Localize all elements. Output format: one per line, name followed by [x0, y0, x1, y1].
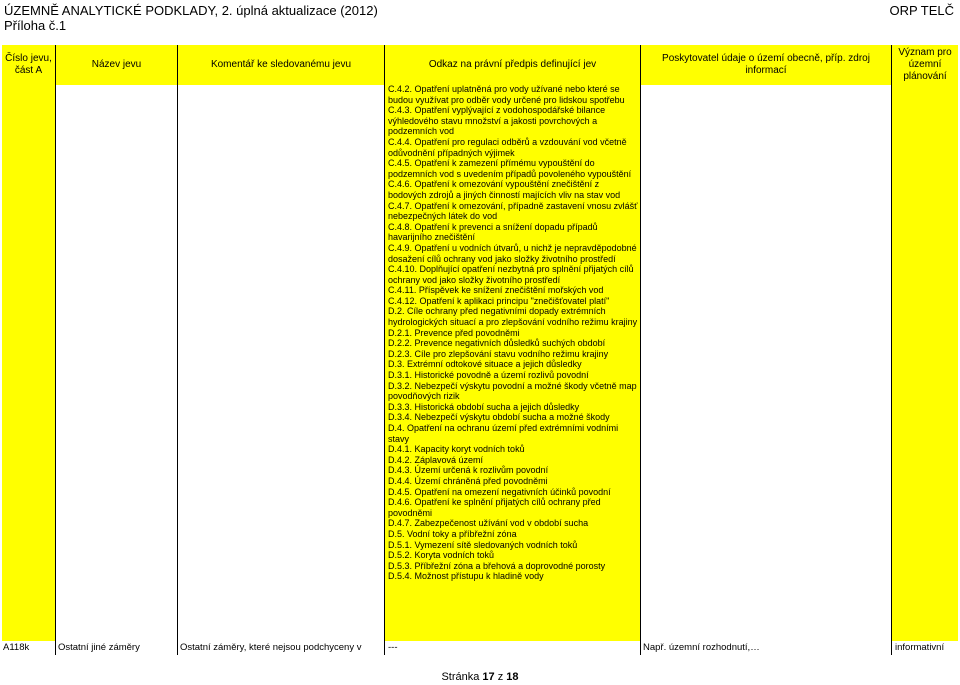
list-item: D.2.3. Cíle pro zlepšování stavu vodního režimu krajiny [388, 348, 609, 359]
list-item: D.3.1. Historické povodně a území rozlivů povodní [388, 370, 589, 381]
column-divider [177, 45, 178, 655]
list-item: D.4.7. Zabezpečenost užívání vod v období sucha [388, 518, 589, 529]
list-item: D.3.3. Historická období sucha a jejich důsledky [388, 401, 580, 412]
pager-label: Stránka [441, 671, 480, 683]
list-item: D.3.2. Nebezpečí výskytu povodní a možné škody včetně map povodňových rizik [388, 380, 637, 402]
row-poskytovatel: Např. územní rozhodnutí,… [643, 642, 760, 653]
document-subtitle: Příloha č.1 [4, 18, 67, 33]
page-number [0, 671, 960, 683]
list-item: D.5.2. Koryta vodních toků [388, 550, 495, 561]
list-item: D.4.4. Území chráněná před povodněmi [388, 475, 548, 486]
column-divider [384, 45, 385, 655]
table-row [0, 641, 960, 655]
list-item: C.4.7. Opatření k omezování, případně zastavení vnosu zvlášť nebezpečných látek do vod [388, 200, 638, 222]
list-item: D.4.6. Opatření ke splnění přijatých cílů ochrany před povodněmi [388, 497, 601, 518]
list-item: C.4.2. Opatření uplatněná pro vody užívané nebo které se budou využívat pro odběr vody určené pro lidskou spotřebu [388, 84, 625, 105]
list-item: D.2. Cíle ochrany před negativními dopady extrémních hydrologických situací a pro zlepšování vodního režimu krajiny [388, 306, 638, 328]
col-header-poskytovatel: Poskytovatel údaje o území obecně, příp. zdroj informací [641, 45, 891, 85]
col-header-odkaz: Odkaz na právní předpis definující jev [385, 45, 640, 85]
list-item: D.2.2. Prevence negativních důsledků suchých období [388, 338, 606, 349]
col-header-vyznam: Význam pro územní plánování [892, 45, 958, 85]
col-header-cislo: Číslo jevu, část A [2, 45, 55, 85]
column-divider [891, 45, 892, 655]
column-divider [640, 45, 641, 655]
list-item: D.3.4. Nebezpečí výskytu období sucha a možné škody [388, 412, 610, 423]
document-header [4, 3, 378, 33]
pager-total: 18 [506, 671, 519, 683]
list-item: C.4.8. Opatření k prevenci a snížení dopadu případů havarijního znečištění [388, 221, 598, 243]
row-vyznam: informativní [895, 642, 945, 653]
column-divider [55, 45, 56, 655]
list-item: C.4.12. Opatření k aplikaci principu "znečišťovatel platí" [388, 295, 610, 306]
list-item: D.5.4. Možnost přístupu k hladině vody [388, 571, 544, 582]
list-item: D.4.1. Kapacity koryt vodních toků [388, 444, 525, 455]
pager-sep: z [497, 671, 504, 683]
list-item: C.4.5. Opatření k zamezení přímému vypouštění do podzemních vod s uvedením případů povoleného vypouštění [388, 158, 632, 179]
measures-list [388, 84, 638, 582]
list-item: D.5.3. Příbřežní zóna a břehová a doprovodné porosty [388, 560, 606, 571]
pager-current: 17 [482, 671, 495, 683]
list-item: D.4. Opatření na ochranu území před extrémními vodními stavy [388, 423, 619, 444]
list-item: C.4.10. Doplňující opatření nezbytná pro splnění přijatých cílů ochrany vod jako složky životního prostředí [388, 264, 634, 285]
list-item: C.4.9. Opatření u vodních útvarů, u nichž je nepravděpodobné dosažení cílů ochrany vod jako složky životního prostředí [388, 242, 637, 264]
row-nazev: Ostatní jiné záměry [58, 642, 140, 653]
document-title: ÚZEMNĚ ANALYTICKÉ PODKLADY, 2. úplná aktualizace (2012) [4, 3, 378, 18]
list-item: D.4.2. Záplavová území [388, 454, 484, 465]
row-cislo: A118k [3, 642, 30, 653]
cislo-column-fill [2, 85, 55, 641]
orp-label: ORP TELČ [889, 3, 954, 18]
list-item: C.4.4. Opatření pro regulaci odběrů a vzdouvání vod včetně odůvodnění případných výjimek [388, 136, 627, 158]
col-header-komentar: Komentář ke sledovanému jevu [178, 45, 384, 85]
row-odkaz: --- [388, 642, 398, 653]
list-item: D.5. Vodní toky a příbřežní zóna [388, 528, 517, 539]
list-item: C.4.6. Opatření k omezování vypouštění znečištění z bodových zdrojů a jiných činností majících vliv na stav vod [388, 179, 621, 200]
vyznam-column-fill [892, 85, 958, 641]
list-item: D.3. Extrémní odtokové situace a jejich důsledky [388, 359, 582, 370]
col-header-nazev: Název jevu [56, 45, 177, 85]
row-komentar: Ostatní záměry, které nejsou podchyceny v [180, 642, 362, 653]
list-item: C.4.3. Opatření vyplývající z vodohospodářské bilance výhledového stavu množství a jakosti povrchových a podzemních vod [388, 105, 606, 137]
list-item: D.5.1. Vymezení sítě sledovaných vodních toků [388, 539, 578, 550]
list-item: D.2.1. Prevence před povodněmi [388, 327, 520, 338]
list-item: D.4.3. Území určená k rozlivům povodní [388, 465, 549, 476]
list-item: D.4.5. Opatření na omezení negativních účinků povodní [388, 486, 611, 497]
list-item: C.4.11. Příspěvek ke snížení znečištění mořských vod [388, 285, 604, 296]
